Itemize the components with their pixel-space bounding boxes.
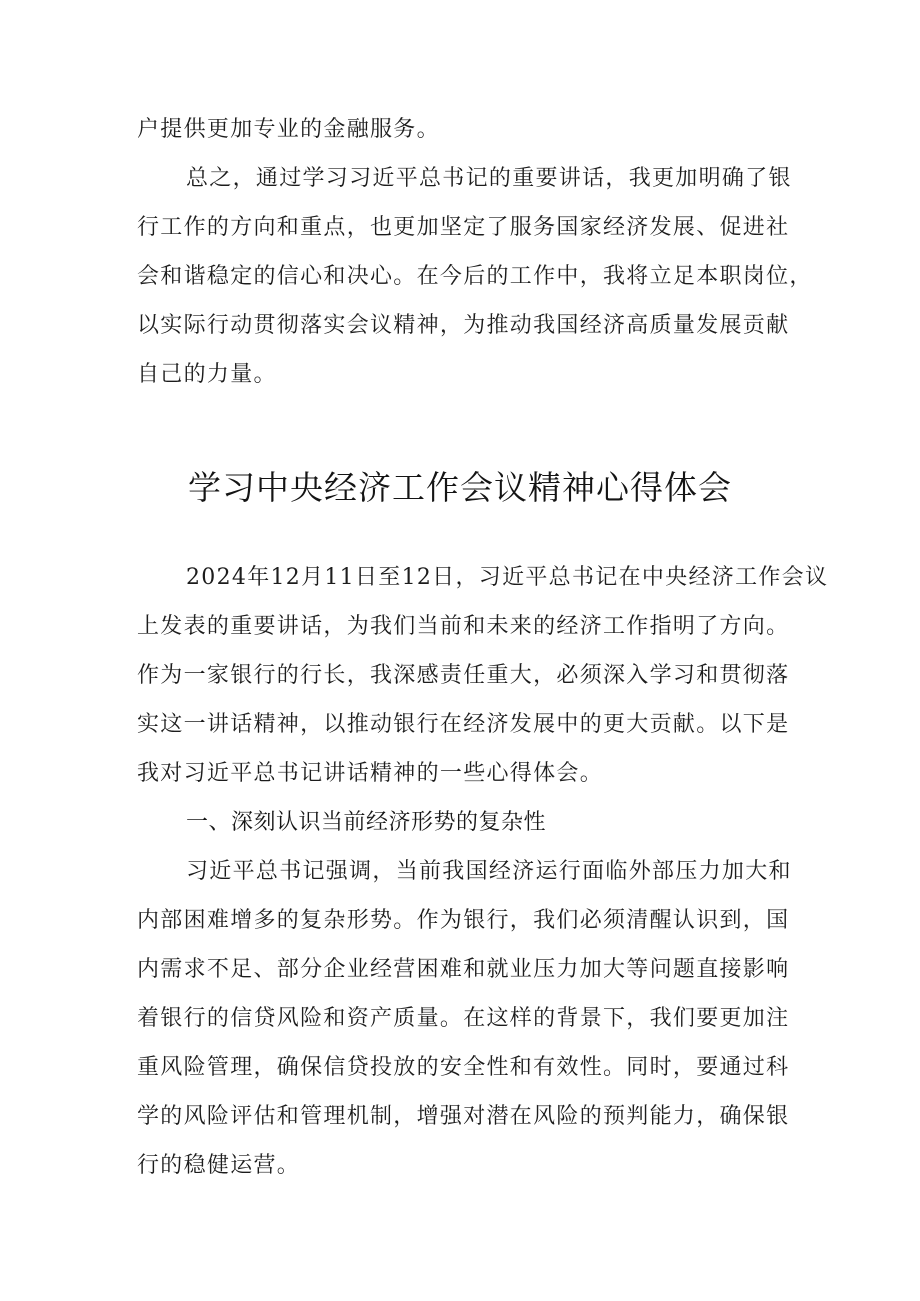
section-1-line-1: 习近平总书记强调，当前我国经济运行面临外部压力加大和 xyxy=(186,859,792,884)
opening-line-2: 上发表的重要讲话，为我们当前和未来的经济工作指明了方向。 xyxy=(137,614,790,639)
opening-line-5: 我对习近平总书记讲话精神的一些心得体会。 xyxy=(137,761,604,786)
opening-line-1: 2024年12月11日至12日，习近平总书记在中央经济工作会议 xyxy=(186,565,829,590)
section-1-line-6: 学的风险评估和管理机制，增强对潜在风险的预判能力，确保银 xyxy=(137,1104,790,1129)
section-1-heading: 一、深刻认识当前经济形势的复杂性 xyxy=(186,810,547,835)
section-1-line-3: 内需求不足、部分企业经营困难和就业压力加大等问题直接影响 xyxy=(137,957,790,982)
section-1-line-5: 重风险管理，确保信贷投放的安全性和有效性。同时，要通过科 xyxy=(137,1055,790,1080)
intro-line-5: 以实际行动贯彻落实会议精神，为推动我国经济高质量发展贡献 xyxy=(137,313,790,338)
section-1-line-4: 着银行的信贷风险和资产质量。在这样的背景下，我们要更加注 xyxy=(137,1006,790,1031)
section-1-line-2: 内部困难增多的复杂形势。作为银行，我们必须清醒认识到，国 xyxy=(137,908,790,933)
article-title: 学习中央经济工作会议精神心得体会 xyxy=(188,468,732,507)
intro-line-1: 户提供更加专业的金融服务。 xyxy=(137,117,440,142)
intro-line-3: 行工作的方向和重点，也更加坚定了服务国家经济发展、促进社 xyxy=(137,215,790,240)
opening-line-4: 实这一讲话精神，以推动银行在经济发展中的更大贡献。以下是 xyxy=(137,712,790,737)
intro-line-4: 会和谐稳定的信心和决心。在今后的工作中，我将立足本职岗位， xyxy=(137,264,813,289)
intro-line-6: 自己的力量。 xyxy=(137,362,277,387)
opening-line-3: 作为一家银行的行长，我深感责任重大，必须深入学习和贯彻落 xyxy=(137,663,790,688)
intro-line-2: 总之，通过学习习近平总书记的重要讲话，我更加明确了银 xyxy=(186,166,792,191)
section-1-line-7: 行的稳健运营。 xyxy=(137,1153,301,1178)
